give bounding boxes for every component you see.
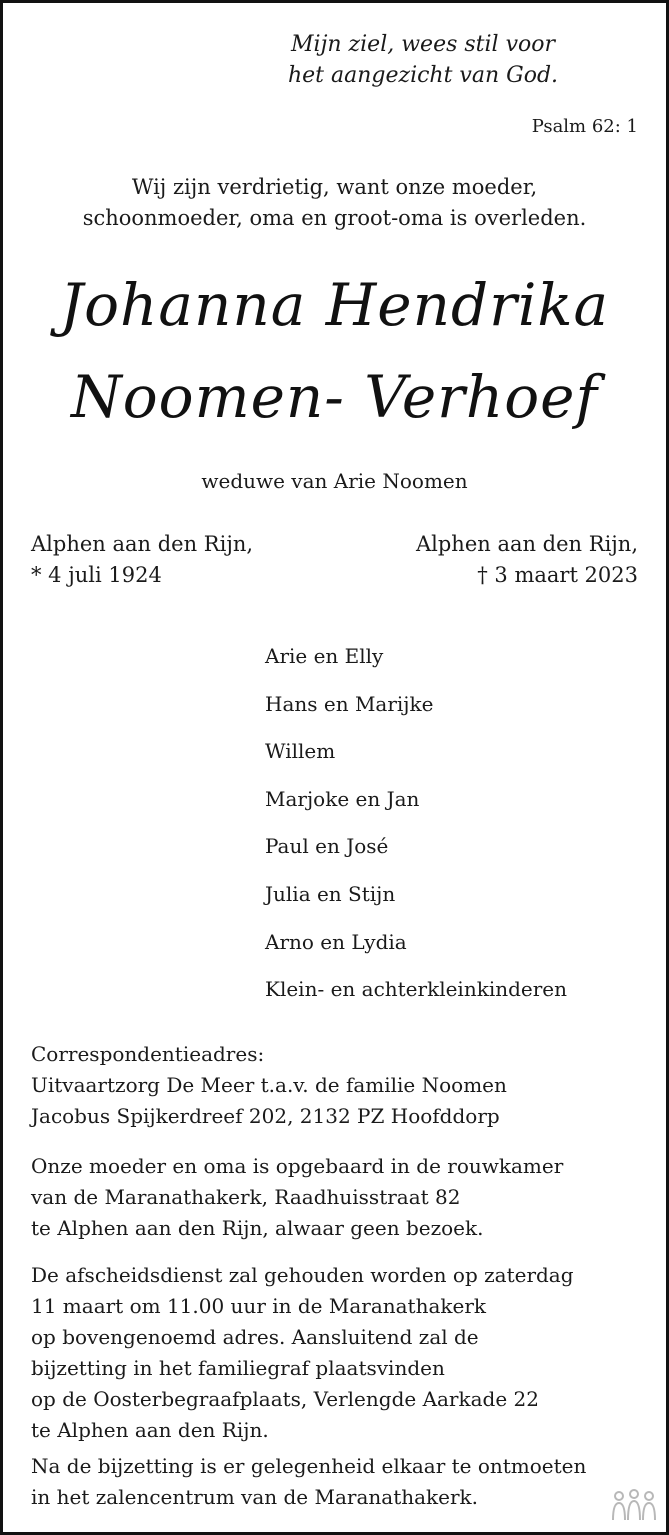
- paragraph-line: te Alphen aan den Rijn, alwaar geen bezoek.: [31, 1216, 484, 1240]
- paragraph-line: De afscheidsdienst zal gehouden worden op zaterdag: [31, 1263, 574, 1287]
- list-item: Arno en Lydia: [265, 929, 407, 954]
- death-place: Alphen aan den Rijn,: [415, 532, 638, 556]
- widow-of: weduwe van Arie Noomen: [201, 469, 468, 493]
- verse-line: Mijn ziel, wees stil voor: [291, 32, 555, 57]
- birth-place: Alphen aan den Rijn,: [31, 532, 254, 556]
- paragraph-line: van de Maranathakerk, Raadhuisstraat 82: [31, 1185, 461, 1209]
- intro-line: schoonmoeder, oma en groot-oma is overleden.: [82, 206, 587, 230]
- bible-verse: [3, 29, 669, 91]
- list-item: Paul en José: [265, 834, 389, 859]
- paragraph-line: bijzetting in het familiegraf plaatsvinden: [31, 1356, 445, 1380]
- paragraph-line: Na de bijzetting is er gelegenheid elkaar te ontmoeten: [31, 1454, 587, 1478]
- paragraph-line: Onze moeder en oma is opgebaard in de rouwkamer: [31, 1154, 564, 1178]
- intro-line: Wij zijn verdrietig, want onze moeder,: [131, 175, 538, 199]
- correspondence-line: Uitvaartzorg De Meer t.a.v. de familie Noomen: [31, 1073, 507, 1097]
- deceased-name-first: Johanna Hendrika: [59, 271, 610, 339]
- paragraph-line: 11 maart om 11.00 uur in de Maranathakerk: [31, 1294, 487, 1318]
- deceased-name-last: Noomen- Verhoef: [71, 363, 598, 431]
- paragraph-line: op bovengenoemd adres. Aansluitend zal de: [31, 1325, 479, 1349]
- list-item: Hans en Marijke: [265, 691, 434, 716]
- birth-date: * 4 juli 1924: [31, 563, 162, 587]
- people-group-icon: [610, 1488, 658, 1524]
- intro-text: [3, 172, 666, 234]
- paragraph-line: op de Oosterbegraafplaats, Verlengde Aarkade 22: [31, 1387, 539, 1411]
- list-item: Julia en Stijn: [265, 881, 396, 906]
- list-item: Marjoke en Jan: [265, 786, 420, 811]
- paragraph-line: te Alphen aan den Rijn.: [31, 1418, 269, 1442]
- verse-reference: Psalm 62: 1: [531, 116, 638, 137]
- list-item: Klein- en achterkleinkinderen: [265, 977, 568, 1002]
- list-item: Willem: [265, 739, 336, 764]
- correspondence-line: Jacobus Spijkerdreef 202, 2132 PZ Hoofddorp: [31, 1104, 500, 1128]
- correspondence-address: [31, 1039, 669, 1132]
- death-info: [416, 529, 638, 591]
- verse-line: het aangezicht van God.: [287, 63, 559, 88]
- list-item: Arie en Elly: [265, 644, 384, 668]
- relatives-list: [265, 641, 567, 1022]
- paragraph-line: in het zalencentrum van de Maranathakerk.: [31, 1485, 479, 1509]
- laid-out-paragraph: [31, 1151, 669, 1244]
- birth-info: [31, 529, 253, 591]
- death-date: † 3 maart 2023: [477, 563, 638, 587]
- meeting-paragraph: [31, 1451, 669, 1513]
- correspondence-heading: Correspondentieadres:: [31, 1042, 265, 1066]
- service-paragraph: [31, 1260, 669, 1446]
